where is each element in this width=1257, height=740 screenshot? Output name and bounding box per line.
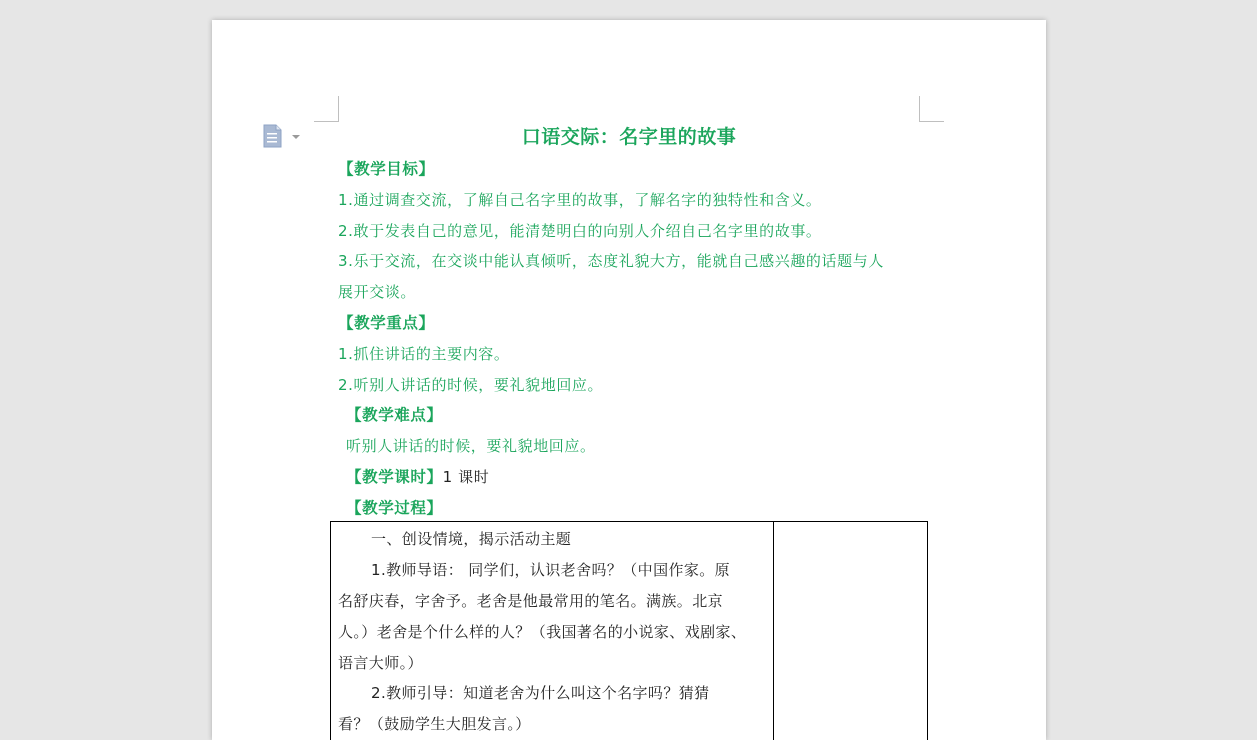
objective-line: 3.乐于交流，在交谈中能认真倾听，态度礼貌大方，能就自己感兴趣的话题与人 bbox=[338, 252, 884, 270]
table-cell-line: 1.教师导语： 同学们，认识老舍吗？（中国作家。原 bbox=[371, 561, 731, 579]
objective-line: 2.敢于发表自己的意见，能清楚明白的向别人介绍自己名字里的故事。 bbox=[338, 222, 822, 240]
margin-corner-mark bbox=[919, 121, 944, 122]
process-table bbox=[330, 521, 928, 740]
difficulty-line: 听别人讲话的时候，要礼貌地回应。 bbox=[346, 437, 596, 455]
margin-corner-mark bbox=[338, 96, 339, 121]
objectives-heading: 【教学目标】 bbox=[338, 159, 435, 178]
focus-heading: 【教学重点】 bbox=[338, 313, 435, 332]
hours-value: 1 课时 bbox=[442, 468, 490, 486]
objective-line: 展开交谈。 bbox=[338, 283, 417, 301]
difficulty-heading: 【教学难点】 bbox=[346, 405, 443, 424]
process-heading: 【教学过程】 bbox=[346, 498, 443, 517]
table-cell-line: 2.教师引导：知道老舍为什么叫这个名字吗？猜猜 bbox=[371, 684, 710, 702]
table-column-divider bbox=[773, 522, 774, 740]
margin-corner-mark bbox=[919, 96, 920, 121]
table-cell-line: 名舒庆春，字舍予。老舍是他最常用的笔名。满族。北京 bbox=[338, 592, 724, 610]
hours-heading: 【教学课时】 bbox=[346, 467, 443, 486]
document-page[interactable] bbox=[212, 20, 1046, 740]
document-title: 口语交际：名字里的故事 bbox=[521, 126, 737, 148]
objective-line: 1.通过调查交流，了解自己名字里的故事，了解名字的独特性和含义。 bbox=[338, 191, 822, 209]
margin-corner-mark bbox=[314, 121, 339, 122]
table-cell-line: 人。）老舍是个什么样的人？（我国著名的小说家、戏剧家、 bbox=[338, 623, 747, 641]
table-cell-line: 语言大师。） bbox=[338, 654, 423, 672]
focus-line: 1.抓住讲话的主要内容。 bbox=[338, 345, 510, 363]
table-cell-line: 看？（鼓励学生大胆发言。） bbox=[338, 715, 531, 733]
hours-line bbox=[346, 467, 489, 487]
focus-line: 2.听别人讲话的时候，要礼貌地回应。 bbox=[338, 376, 604, 394]
table-cell-line: 一、创设情境，揭示活动主题 bbox=[371, 530, 572, 548]
